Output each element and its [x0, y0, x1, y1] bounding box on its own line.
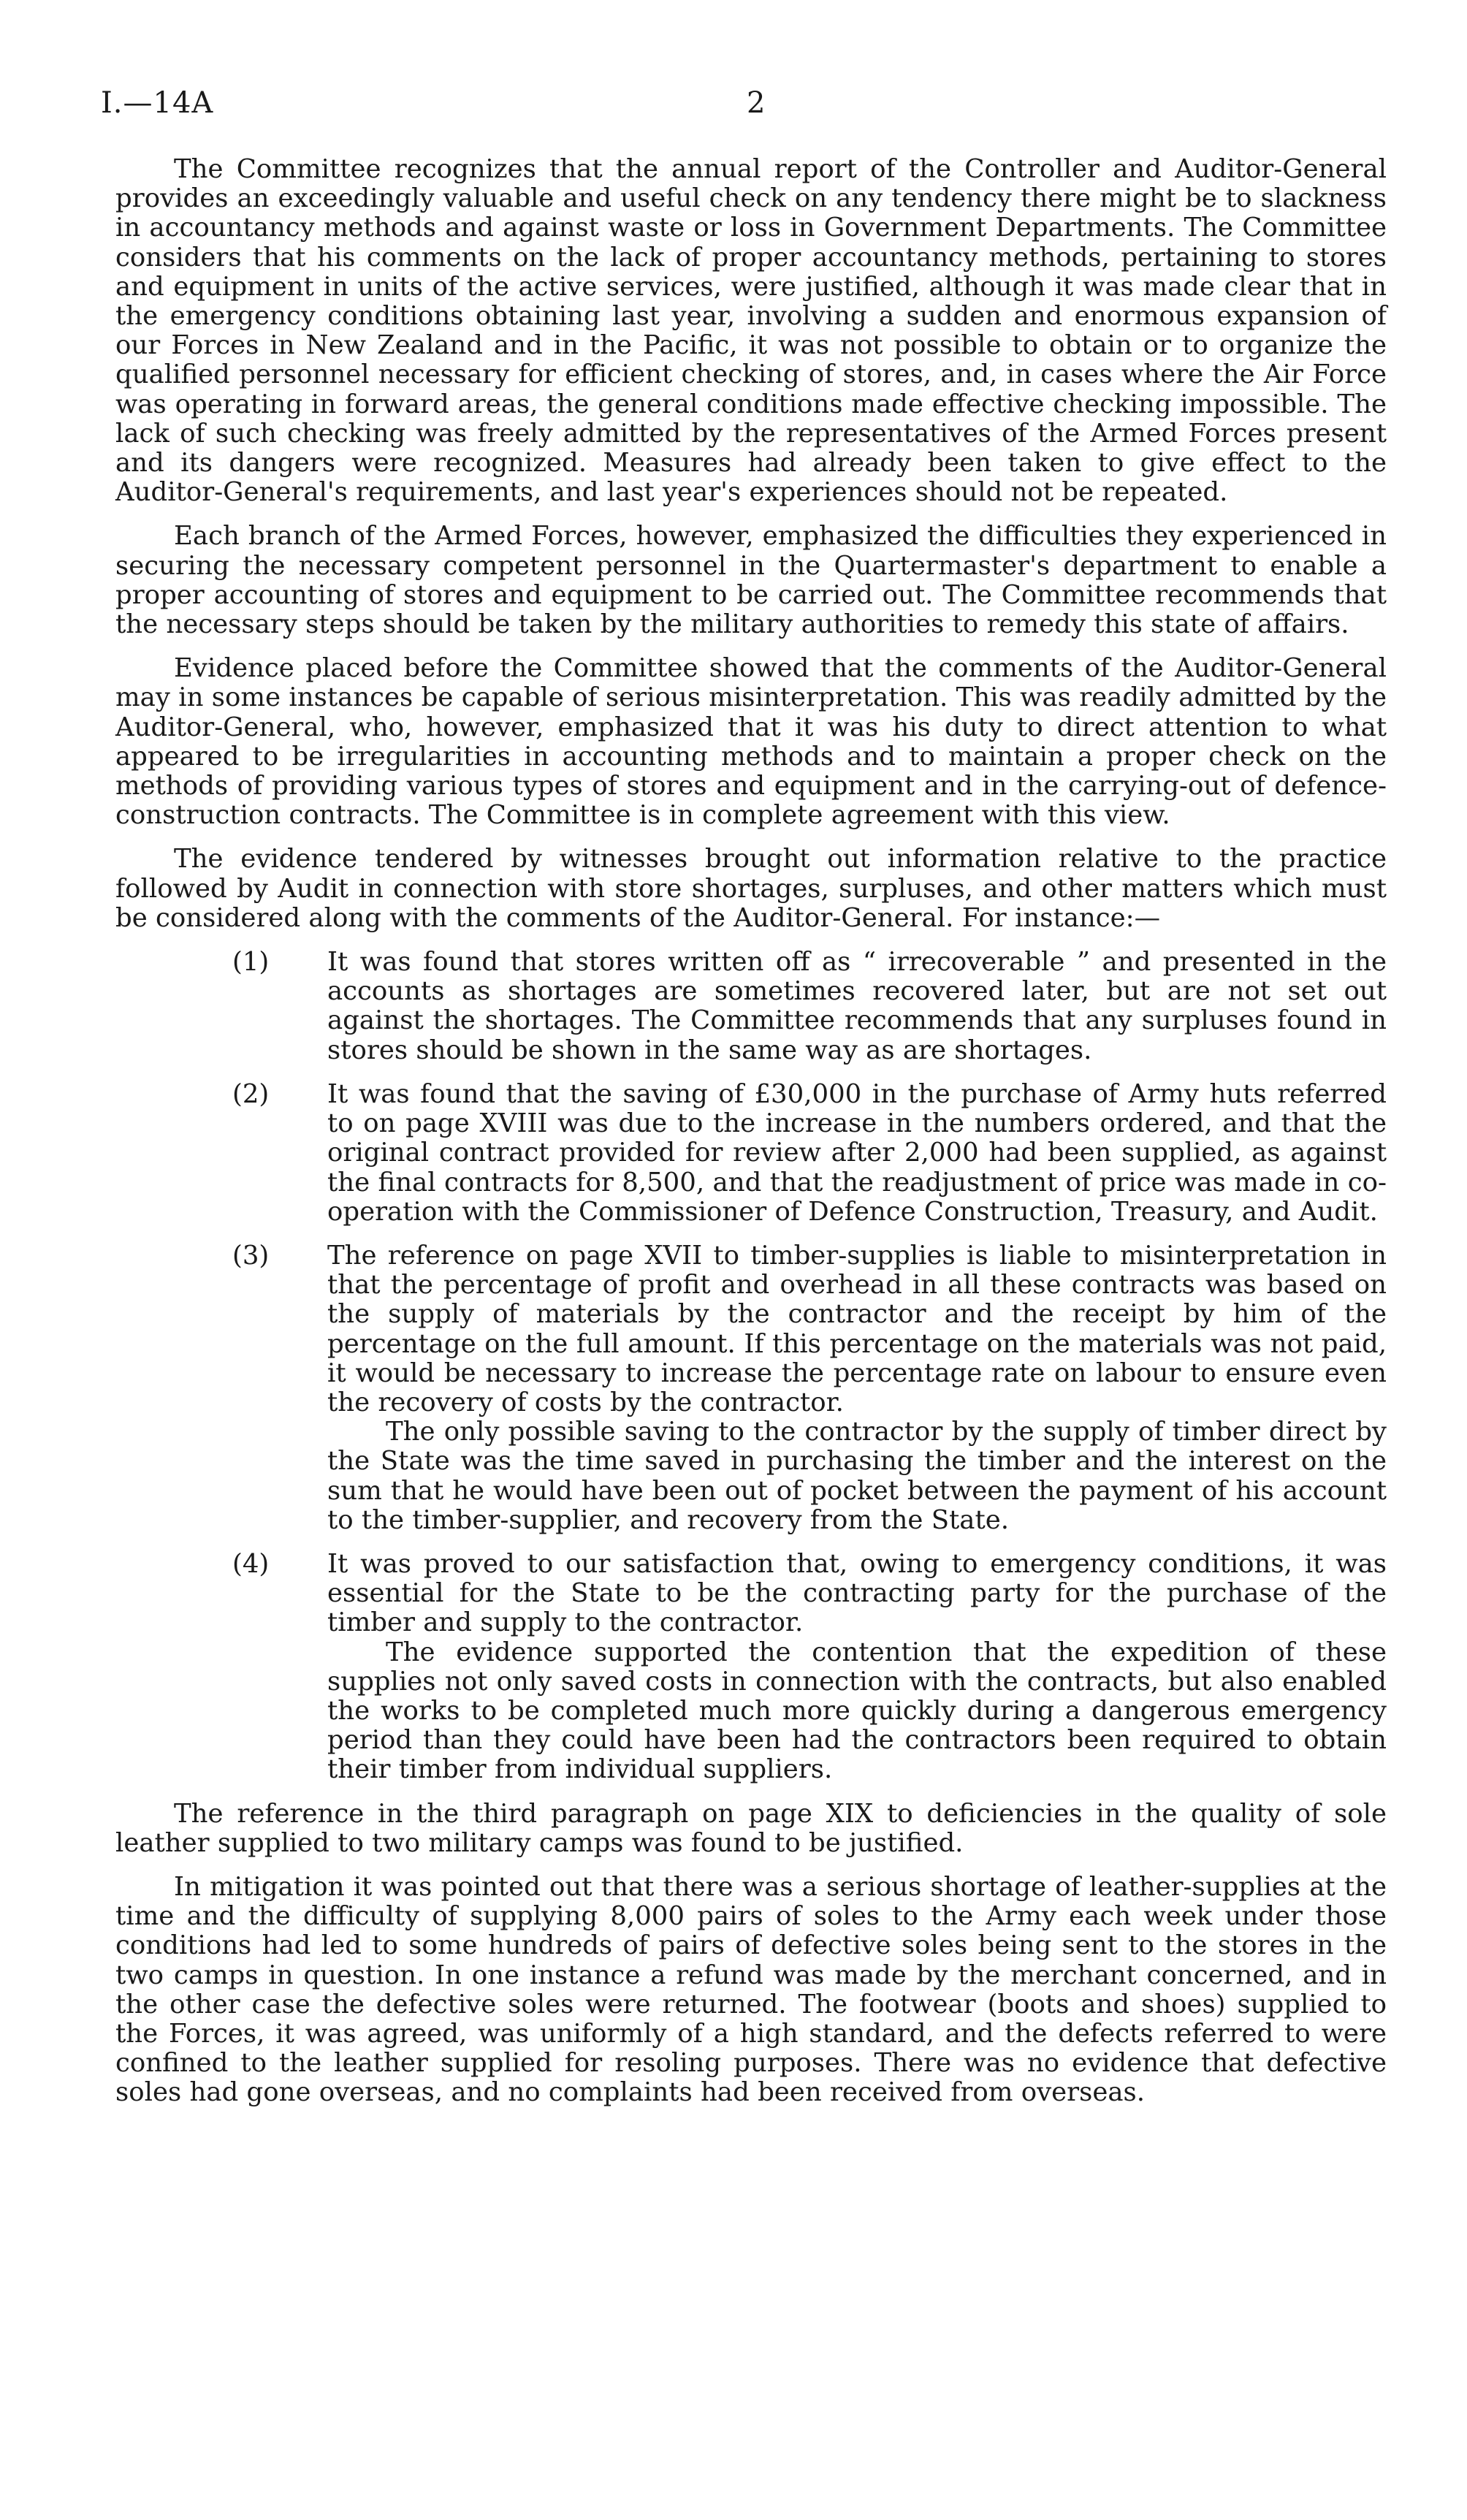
- paragraph: In mitigation it was pointed out that there was a serious shortage of leather-supplies at the time and the difficulty of supplying 8,000 pairs of soles to the Army each week under those conditions had led to some hundreds of pairs of defective soles being sent to the stores in the two camps in question. In one instance a refund was made by the merchant concerned, and in the other case the defective soles were returned. The footwear (boots and shoes) supplied to the Forces, it was agreed, was uniformly of a high standard, and the defects referred to were confined to the leather supplied for resoling purposes. There was no evidence that defective soles had gone overseas, and no complaints had been received from overseas.: [115, 1871, 1387, 2108]
- item-number: (1): [232, 947, 270, 978]
- list-item: [115, 1080, 1387, 1227]
- item-number: (2): [232, 1078, 270, 1109]
- paragraph: Each branch of the Armed Forces, however, emphasized the difficulties they experienced in securing the necessary competent personnel in the Quartermaster's department to enable a proper accounting of stores and equipment to be carried out. The Committee recommends that the necessary steps should be taken by the military authorities to remedy this state of affairs.: [115, 521, 1387, 640]
- page-header: [101, 86, 1387, 130]
- numbered-list: [115, 948, 1387, 1784]
- paragraph: Evidence placed before the Committee showed that the comments of the Auditor-General may in some instances be capable of serious misinterpretation. This was readily admitted by the Auditor-General, who, however, emphasized that it was his duty to direct attention to what appeared to be irregularities in accounting methods and to maintain a proper check on the methods of providing various types of stores and equipment and in the carrying-out of defence-construction contracts. The Committee is in complete agreement with this view.: [115, 653, 1387, 831]
- list-item: [115, 948, 1387, 1065]
- page-number: 2: [747, 86, 766, 120]
- item-paragraph: It was found that the saving of £30,000 in the purchase of Army huts referred to on page XVIII was due to the increase in the numbers ordered, and that the original contract provided for review after 2,000 had been supplied, as against the final contracts for 8,500, and that the readjustment of price was made in co-operation with the Commissioner of Defence Construction, Treasury, and Audit.: [327, 1078, 1387, 1227]
- item-paragraph: It was found that stores written off as “ irrecoverable ” and presented in the accounts as shortages are sometimes recovered later, but are not set out against the shortages. The Committee recommends that any surpluses found in stores should be shown in the same way as are shortages.: [327, 947, 1387, 1065]
- list-item: [115, 1550, 1387, 1785]
- item-number: (3): [232, 1240, 270, 1271]
- list-item: [115, 1241, 1387, 1535]
- item-paragraph: It was proved to our satisfaction that, owing to emergency conditions, it was essential for the State to be the contracting party for the purchase of the timber and supply to the contractor.: [327, 1548, 1387, 1638]
- paragraph: The reference in the third paragraph on page XIX to deficiencies in the quality of sole leather supplied to two military camps was found to be justified.: [115, 1798, 1387, 1858]
- document-reference: I.—14A: [101, 86, 214, 120]
- item-paragraph: The evidence supported the contention that the expedition of these supplies not only saved costs in connection with the contracts, but also enabled the works to be completed much more quickly during a dangerous emergency period than they could have been had the contractors been required to obtain their timber from individual suppliers.: [327, 1637, 1387, 1785]
- item-paragraph: The only possible saving to the contractor by the supply of timber direct by the State was the time saved in purchasing the timber and the interest on the sum that he would have been out of pocket between the payment of his account to the timber-supplier, and recovery from the State.: [327, 1417, 1387, 1535]
- paragraph: The evidence tendered by witnesses brought out information relative to the practice followed by Audit in connection with store shortages, surpluses, and other matters which must be considered along with the comments of the Auditor-General. For instance:—: [115, 844, 1387, 933]
- item-number: (4): [232, 1548, 270, 1579]
- document-body: [115, 155, 1387, 2123]
- paragraph: The Committee recognizes that the annual report of the Controller and Auditor-General provides an exceedingly valuable and useful check on any tendency there might be to slackness in accountancy methods and against waste or loss in Government Departments. The Committee considers that his comments on the lack of proper accountancy methods, pertaining to stores and equipment in units of the active services, were justified, although it was made clear that in the emergency conditions obtaining last year, involving a sudden and enormous expansion of our Forces in New Zealand and in the Pacific, it was not possible to obtain or to organize the qualified personnel necessary for efficient checking of stores, and, in cases where the Air Force was operating in forward areas, the general conditions made effective checking impossible. The lack of such checking was freely admitted by the representatives of the Armed Forces present and its dangers were recognized. Measures had already been taken to give effect to the Auditor-General's requirements, and last year's experiences should not be repeated.: [115, 154, 1387, 508]
- item-paragraph: The reference on page XVII to timber-supplies is liable to misinterpretation in that the percentage of profit and overhead in all these contracts was based on the supply of materials by the contractor and the receipt by him of the percentage on the full amount. If this percentage on the materials was not paid, it would be necessary to increase the percentage rate on labour to ensure even the recovery of costs by the contractor.: [327, 1240, 1387, 1417]
